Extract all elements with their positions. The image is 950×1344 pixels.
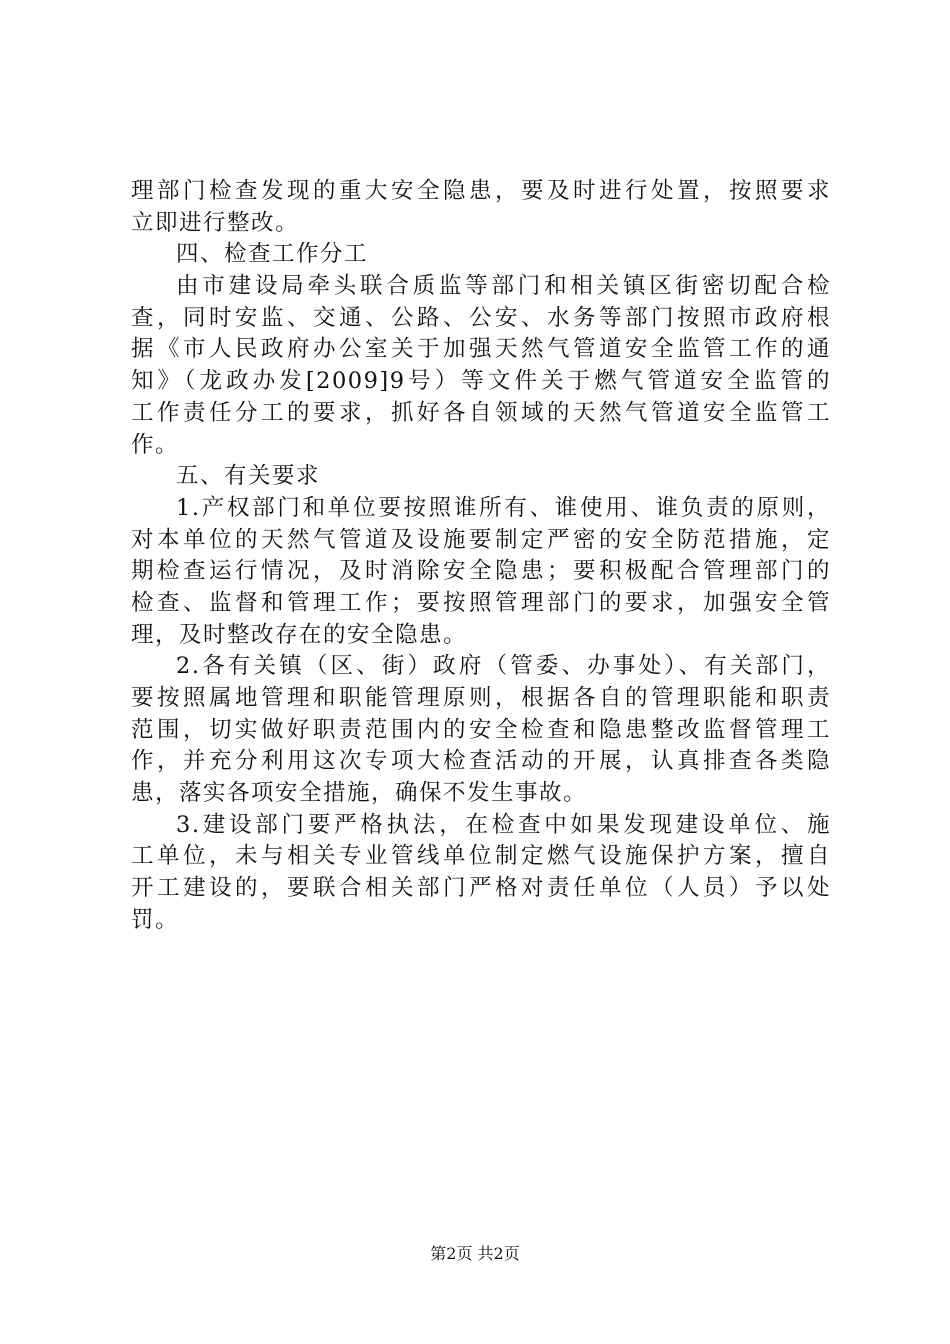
text-line: 开工建设的，要联合相关部门严格对责任单位（人员）予以处 xyxy=(131,875,831,902)
text-line: 理部门检查发现的重大安全隐患，要及时进行处置，按照要求 xyxy=(131,178,831,204)
text-line: 工作责任分工的要求，抓好各自领域的天然气管道安全监管工 xyxy=(131,399,831,426)
section-heading: 五、有关要求 xyxy=(176,463,321,490)
text-line: 由市建设局牵头联合质监等部门和相关镇区街密切配合检 xyxy=(176,273,831,300)
text-line: 知》（龙政办发[2009]9号）等文件关于燃气管道安全监管的 xyxy=(131,368,831,395)
text-line: 检查、监督和管理工作；要按照管理部门的要求，加强安全管 xyxy=(131,589,831,616)
text-line: 理，及时整改存在的安全隐患。 xyxy=(131,621,468,648)
text-line: 1.产权部门和单位要按照谁所有、谁使用、谁负责的原则， xyxy=(176,494,831,521)
text-line: 工单位，未与相关专业管线单位制定燃气设施保护方案，擅自 xyxy=(131,843,831,870)
text-line: 3.建设部门要严格执法，在检查中如果发现建设单位、施 xyxy=(176,811,831,838)
text-line: 罚。 xyxy=(131,906,180,933)
text-line: 作，并充分利用这次专项大检查活动的开展，认真排查各类隐 xyxy=(131,748,831,775)
section-heading: 四、检查工作分工 xyxy=(176,241,369,268)
document-body xyxy=(131,176,831,937)
text-line: 查，同时安监、交通、公路、公安、水务等部门按照市政府根 xyxy=(131,304,831,331)
page-footer: 第2页 共2页 xyxy=(430,1244,520,1263)
text-line: 立即进行整改。 xyxy=(131,209,300,236)
text-line: 作。 xyxy=(131,431,180,458)
text-line: 要按照属地管理和职能管理原则，根据各自的管理职能和职责 xyxy=(131,685,831,711)
text-line: 对本单位的天然气管道及设施要制定严密的安全防范措施，定 xyxy=(131,526,831,553)
text-line: 患，落实各项安全措施，确保不发生事故。 xyxy=(131,780,588,807)
text-line: 据《市人民政府办公室关于加强天然气管道安全监管工作的通 xyxy=(131,336,831,363)
text-line: 范围，切实做好职责范围内的安全检查和隐患整改监督管理工 xyxy=(131,716,831,743)
text-line: 2.各有关镇（区、街）政府（管委、办事处）、有关部门， xyxy=(176,653,831,680)
text-line: 期检查运行情况，及时消除安全隐患；要积极配合管理部门的 xyxy=(131,558,831,585)
